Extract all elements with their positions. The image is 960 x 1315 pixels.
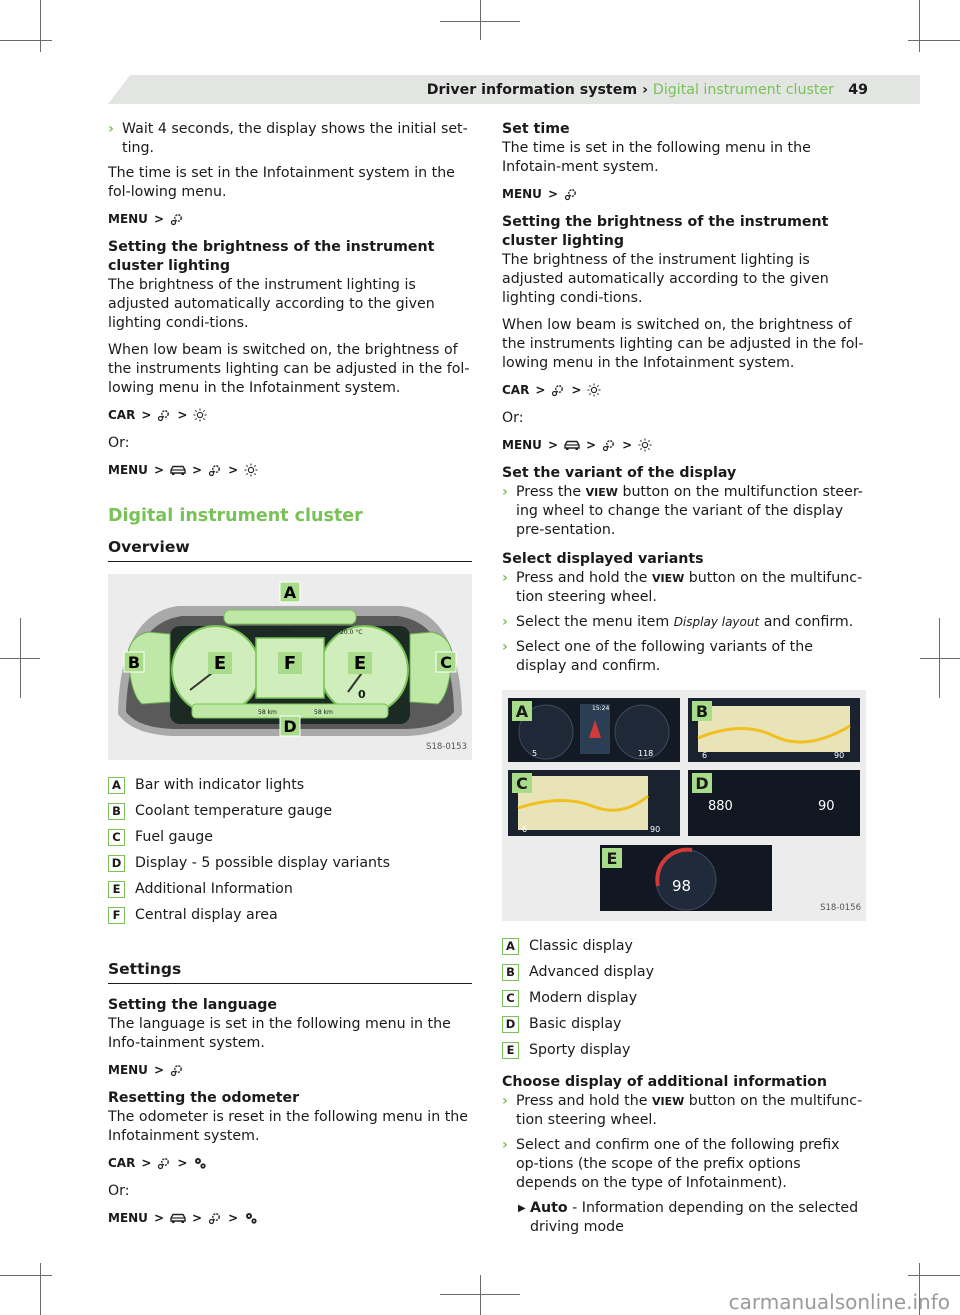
legend-badge: C: [502, 990, 519, 1007]
legend-item: [502, 1037, 866, 1063]
cluster-illustration: [108, 574, 472, 760]
step-text-post: button on the multifunc-tion steering wheel.: [516, 1093, 863, 1128]
brightness-sun-icon: [193, 408, 207, 422]
menu-separator: >: [177, 407, 188, 422]
step-arrow-icon: ›: [108, 121, 114, 137]
breadcrumb: [427, 81, 834, 100]
settings-title: Settings: [108, 960, 472, 984]
odometer-text: The odometer is reset in the following menu in the Infotainment system.: [108, 1109, 469, 1144]
settings-gear-icon: [157, 408, 171, 422]
menu-path: [108, 210, 472, 228]
step-text-post: button on the multifunction steer-ing wheel to change the variant of the display pre-sentation.: [516, 484, 863, 538]
figure-label-c: C: [440, 653, 452, 672]
legend-text: Display - 5 possible display variants: [135, 854, 390, 871]
settings-gear-icon: [157, 1156, 171, 1170]
legend-text: Central display area: [135, 906, 278, 923]
select-step-1: [502, 569, 866, 607]
select-title: Select displayed variants: [502, 551, 704, 567]
figure-label-e-right: E: [353, 653, 367, 674]
variants-illustration: [502, 690, 866, 921]
brightness-title: Setting the brightness of the instrument cluster lighting: [502, 214, 829, 249]
menu-separator: >: [535, 382, 546, 397]
legend-item: [502, 985, 866, 1011]
step-text-pre: Select the menu item: [516, 614, 670, 630]
right-column: [502, 120, 866, 1243]
variant-a-right: 118: [638, 749, 654, 758]
or-text: Or:: [502, 410, 524, 426]
car-brightness-path: [108, 406, 472, 424]
legend-badge: A: [502, 938, 519, 955]
lowbeam-text: When low beam is switched on, the brightness of the instruments lighting can be adjusted in the fol-lowing menu in the Infotainment system.: [502, 317, 864, 371]
legend-item: [108, 772, 472, 798]
legend-badge: E: [108, 881, 125, 898]
brightness-text: The brightness of the instrument lighting is adjusted automatically according to the given lighting condi-tions.: [502, 252, 829, 306]
step-arrow-icon: ›: [502, 1137, 508, 1153]
select-step-3: [502, 638, 866, 676]
language-title: Setting the language: [108, 997, 278, 1013]
menu-icon: MENU: [108, 1062, 148, 1077]
crop-mark: [40, 1263, 41, 1315]
step-text: Wait 4 seconds, the display shows the initial set-ting.: [122, 121, 468, 156]
cluster-temp: 20.0 °C: [340, 629, 363, 636]
crop-mark: [480, 1275, 481, 1315]
menu-separator: >: [192, 462, 203, 477]
crop-mark: [939, 618, 940, 698]
legend-item: [108, 798, 472, 824]
legend-text: Advanced display: [529, 963, 654, 980]
variants-figure: [502, 690, 866, 921]
legend-item: [108, 850, 472, 876]
legend-item: [502, 933, 866, 959]
settings-gear-icon: [602, 438, 616, 452]
odometer-gears-icon: [244, 1211, 258, 1225]
menu-icon: MENU: [502, 437, 542, 452]
crop-mark: [919, 0, 920, 52]
menu-separator: >: [153, 462, 164, 477]
menu-separator: >: [141, 407, 152, 422]
step-arrow-icon: ›: [502, 570, 508, 586]
legend-text: Sporty display: [529, 1041, 631, 1058]
figure-code: S18-0156: [820, 903, 861, 913]
choose-title: Choose display of additional information: [502, 1074, 828, 1090]
legend-badge: B: [108, 803, 125, 820]
variants-legend: [502, 933, 866, 1063]
step-text: Select one of the following variants of the display and confirm.: [516, 639, 813, 674]
variant-d-left: 880: [708, 799, 733, 814]
crop-mark: [920, 658, 960, 659]
brightness-title: Setting the brightness of the instrument cluster lighting: [108, 239, 435, 274]
step-arrow-icon: ›: [502, 1093, 508, 1109]
settings-gear-icon: [551, 383, 565, 397]
variant-b-right: 90: [834, 751, 845, 760]
legend-badge: B: [502, 964, 519, 981]
odometer-menu-path: [108, 1209, 472, 1227]
set-time-text: The time is set in the following menu in the Infotain-ment system.: [502, 140, 811, 175]
auto-text: - Information depending on the selected driving mode: [530, 1200, 859, 1235]
variant-title: Set the variant of the display: [502, 465, 737, 481]
step-text: Select and confirm one of the following prefix op-tions (the scope of the prefix options depends on the type of Infotainment).: [516, 1137, 840, 1191]
legend-item: [502, 959, 866, 985]
brightness-sun-icon: [638, 438, 652, 452]
crop-mark: [0, 1275, 52, 1276]
step-text-pre: Press and hold the: [516, 570, 648, 586]
section-title: Digital instrument cluster: [108, 506, 363, 526]
legend-badge: C: [108, 829, 125, 846]
cluster-range-right: 58 km: [314, 709, 333, 716]
figure-label-a: A: [283, 583, 297, 602]
vehicle-icon: [170, 464, 186, 476]
cluster-range-left: 58 km: [258, 709, 277, 716]
cluster-legend: [108, 772, 472, 928]
choose-step-1: [502, 1092, 866, 1130]
brightness-sun-icon: [244, 463, 258, 477]
brightness-text: The brightness of the instrument lighting is adjusted automatically according to the given lighting condi-tions.: [108, 277, 435, 331]
step-text-post: and confirm.: [763, 614, 854, 630]
odometer-gears-icon: [193, 1156, 207, 1170]
variant-e-speed: 98: [672, 877, 692, 895]
cluster-time: 10:00: [276, 629, 294, 636]
variant-d-right: 90: [818, 799, 835, 814]
set-time-title: Set time: [502, 121, 570, 137]
step-text-post: button on the multifunc-tion steering wheel.: [516, 570, 863, 605]
choose-step-2: [502, 1136, 866, 1193]
header-band-cut: [108, 75, 130, 104]
step-arrow-icon: ›: [502, 639, 508, 655]
figure-label-e-left: E: [213, 653, 227, 674]
variant-a-time: 15:24: [592, 705, 610, 712]
view-button-icon: VIEW: [585, 486, 618, 499]
lowbeam-text: When low beam is switched on, the brightness of the instruments lighting can be adjusted in the fol-lowing menu in the Infotainment system.: [108, 342, 470, 396]
menu-separator: >: [571, 382, 582, 397]
menu-separator: >: [586, 437, 597, 452]
crop-mark: [908, 40, 960, 41]
language-text: The language is set in the following menu in the Info-tainment system.: [108, 1016, 451, 1051]
settings-gear-icon: [208, 463, 222, 477]
auto-label: Auto: [530, 1200, 568, 1216]
figure-label-b: B: [695, 702, 709, 721]
legend-item: [502, 1011, 866, 1037]
odometer-title: Resetting the odometer: [108, 1090, 300, 1106]
cluster-figure: [108, 574, 472, 760]
legend-text: Modern display: [529, 989, 638, 1006]
figure-label-f: F: [283, 653, 297, 674]
figure-label-b: B: [127, 653, 141, 672]
crop-mark: [0, 40, 52, 41]
breadcrumb-separator: ›: [642, 82, 648, 98]
menu-separator: >: [153, 211, 164, 226]
step-text-pre: Press and hold the: [516, 1093, 648, 1109]
legend-badge: D: [502, 1016, 519, 1033]
legend-badge: A: [108, 777, 125, 794]
figure-label-e: E: [606, 849, 618, 868]
watermark: carmanualsonline.info: [728, 1290, 950, 1314]
step-wait: [108, 120, 472, 158]
legend-item: [108, 876, 472, 902]
crop-mark: [480, 0, 481, 40]
left-column: [108, 120, 472, 1237]
menu-separator: >: [141, 1155, 152, 1170]
figure-label-a: A: [515, 702, 529, 721]
step-arrow-icon: ›: [502, 484, 508, 500]
car-icon: CAR: [108, 407, 136, 422]
car-icon: CAR: [502, 382, 530, 397]
menu-separator: >: [547, 437, 558, 452]
menu-separator: >: [153, 1062, 164, 1077]
legend-text: Coolant temperature gauge: [135, 802, 333, 819]
figure-label-d: D: [283, 717, 297, 736]
auto-option: [518, 1199, 866, 1237]
car-brightness-path: [502, 381, 866, 399]
menu-separator: >: [547, 186, 558, 201]
legend-text: Classic display: [529, 937, 633, 954]
brightness-sun-icon: [587, 383, 601, 397]
overview-title: Overview: [108, 538, 472, 562]
menu-separator: >: [192, 1210, 203, 1225]
menu-icon: MENU: [502, 186, 542, 201]
language-menu-path: [108, 1061, 472, 1079]
step-arrow-icon: ›: [502, 614, 508, 630]
menu-item-display-layout: Display layout: [673, 615, 760, 629]
variant-c-right: 90: [650, 825, 661, 834]
vehicle-icon: [170, 1212, 186, 1224]
legend-text: Basic display: [529, 1015, 622, 1032]
legend-badge: E: [502, 1042, 519, 1059]
variant-c-left: 6: [522, 825, 528, 834]
view-button-icon: VIEW: [651, 1095, 685, 1108]
time-menu-path: [502, 185, 866, 203]
menu-separator: >: [228, 1210, 239, 1225]
figure-label-d: D: [695, 774, 709, 793]
legend-badge: D: [108, 855, 125, 872]
settings-gear-icon: [170, 1063, 184, 1077]
menu-separator: >: [153, 1210, 164, 1225]
breadcrumb-main: Driver information system: [426, 82, 638, 98]
variant-a-left: 5: [532, 749, 538, 758]
menu-brightness-path: [108, 461, 472, 479]
menu-brightness-path: [502, 436, 866, 454]
menu-icon: MENU: [108, 211, 148, 226]
page-number: 49: [848, 82, 868, 98]
crop-mark: [908, 1275, 960, 1276]
vehicle-icon: [564, 439, 580, 451]
legend-text: Additional Information: [135, 880, 293, 897]
menu-separator: >: [177, 1155, 188, 1170]
select-step-2: [502, 613, 866, 632]
cluster-speed: 0: [358, 688, 366, 701]
legend-text: Bar with indicator lights: [135, 776, 305, 793]
legend-item: [108, 902, 472, 928]
settings-gear-icon: [208, 1211, 222, 1225]
legend-item: [108, 824, 472, 850]
or-text: Or:: [108, 435, 130, 451]
time-text: The time is set in the Infotainment system in the fol-lowing menu.: [108, 165, 455, 200]
crop-mark: [20, 618, 21, 698]
step-text-pre: Press the: [516, 484, 582, 500]
menu-separator: >: [622, 437, 633, 452]
view-button-icon: VIEW: [651, 572, 685, 585]
menu-icon: MENU: [108, 1210, 148, 1225]
figure-label-c: C: [516, 774, 528, 793]
or-text: Or:: [108, 1183, 130, 1199]
crop-mark: [40, 0, 41, 52]
legend-text: Fuel gauge: [135, 828, 213, 845]
car-icon: CAR: [108, 1155, 136, 1170]
legend-badge: F: [108, 907, 125, 924]
triangle-bullet-icon: ▶: [518, 1203, 526, 1214]
settings-gear-icon: [564, 187, 578, 201]
menu-separator: >: [228, 462, 239, 477]
variant-step: [502, 483, 866, 540]
menu-icon: MENU: [108, 462, 148, 477]
settings-gear-icon: [170, 212, 184, 226]
figure-code: S18-0153: [426, 742, 467, 752]
breadcrumb-current: Digital instrument cluster: [652, 82, 834, 98]
odometer-car-path: [108, 1154, 472, 1172]
variant-b-left: 6: [702, 751, 708, 760]
